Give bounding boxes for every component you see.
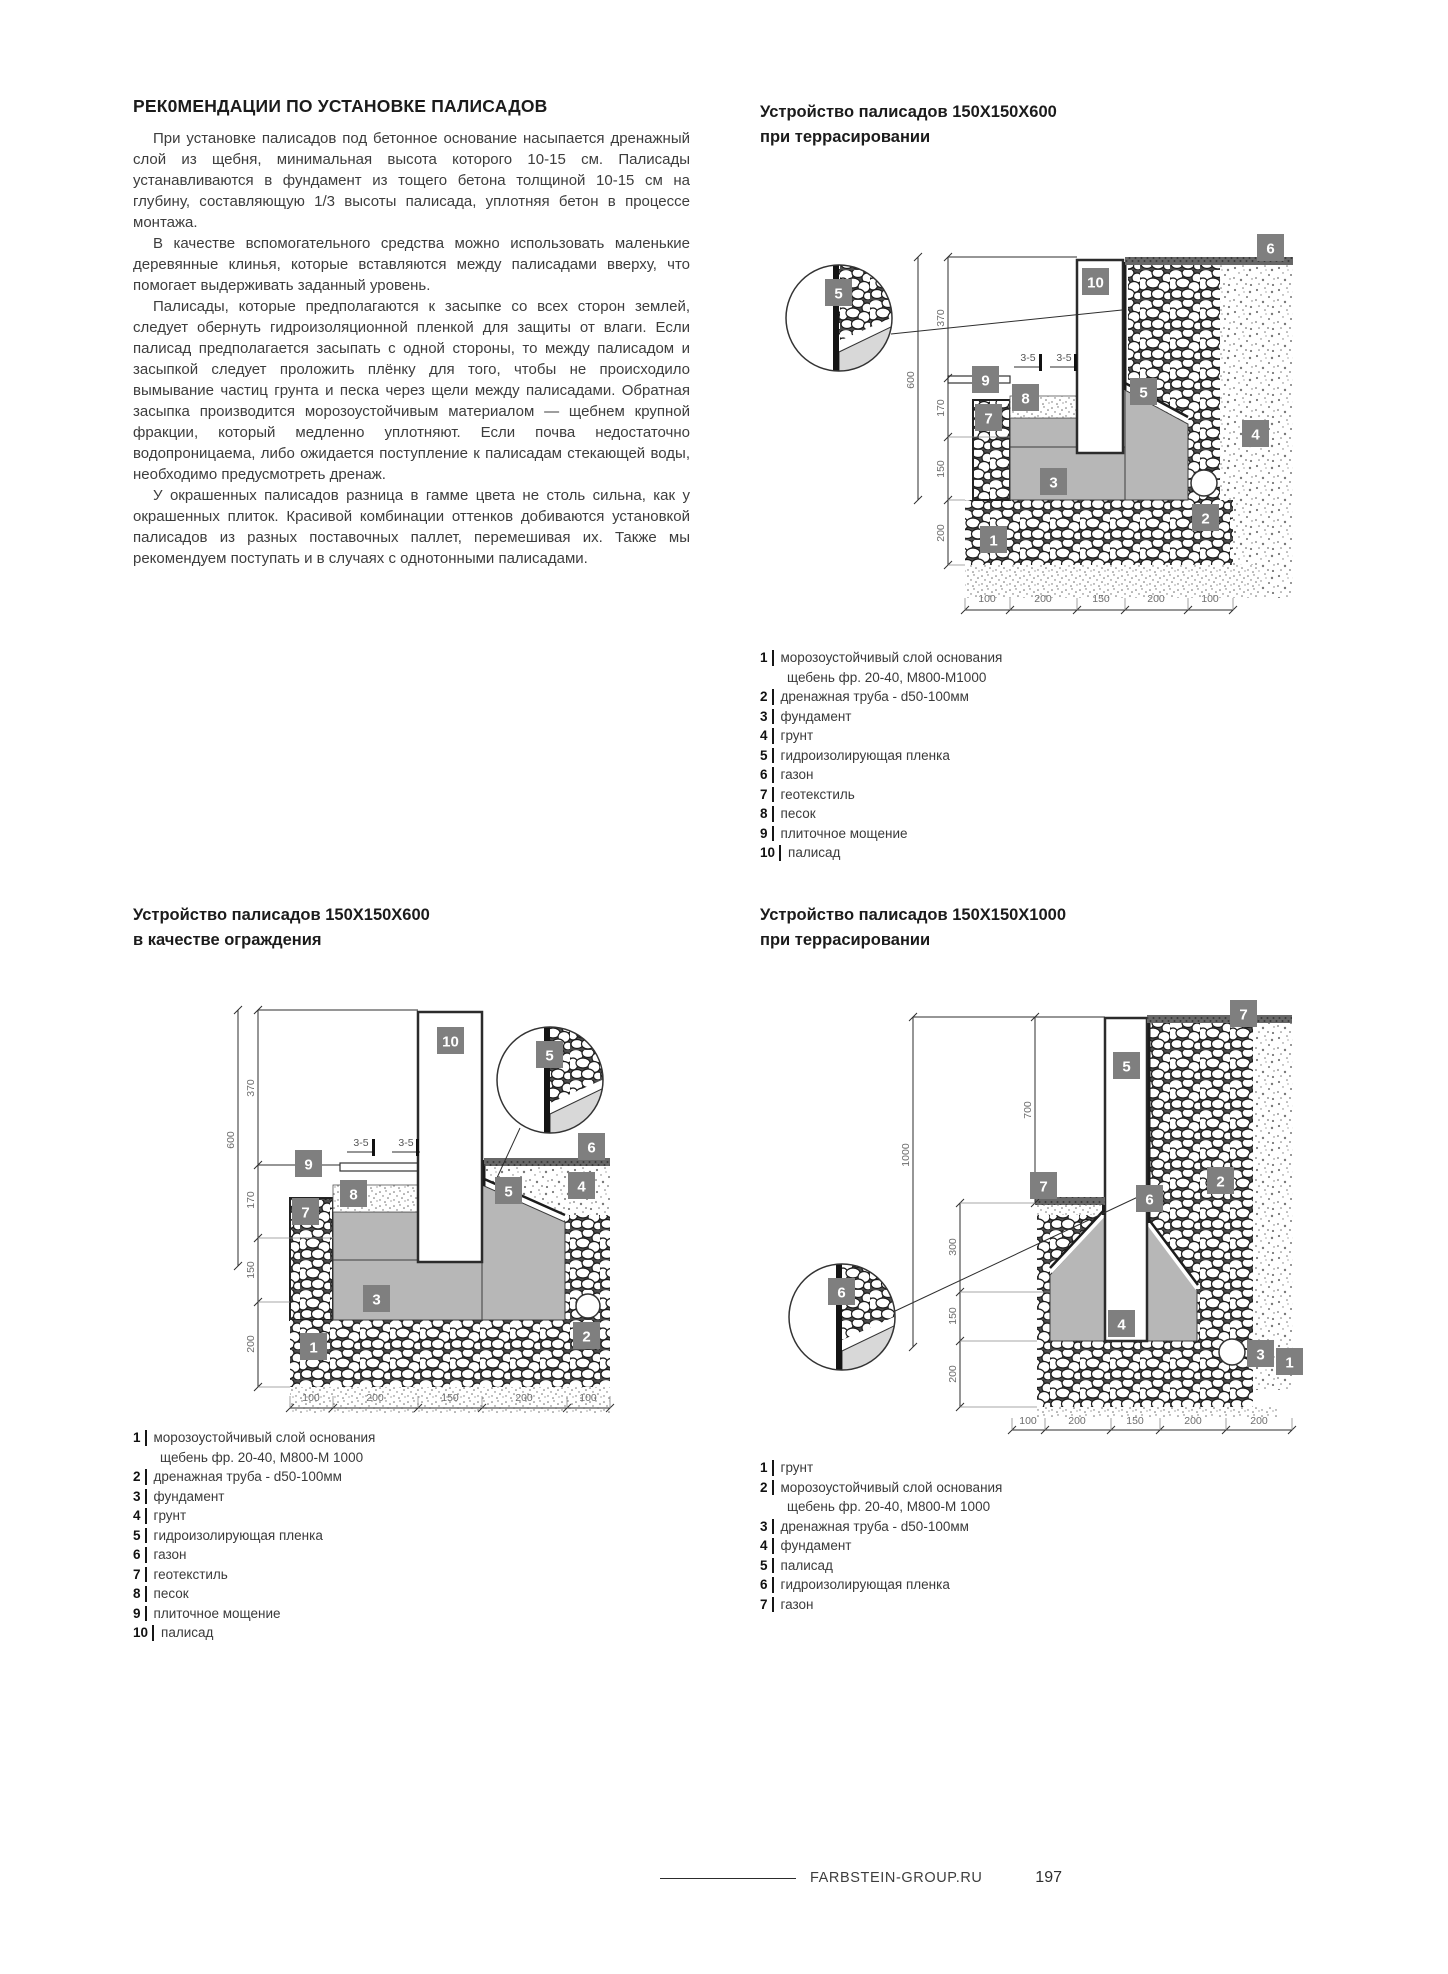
page-number: 197 [1035,1869,1062,1886]
legend-item: 7 газон [760,1596,814,1612]
dimension-label: 370 [245,1079,257,1097]
gap-marks [1014,352,1078,371]
callout-badge-7 [975,404,1002,431]
dimension-label: 100 [302,1392,320,1404]
figure3-legend [760,1458,1190,1614]
svg-text:6: 6 [587,1139,596,1157]
dimension-label: 370 [935,309,947,327]
legend-item: 2 дренажная труба - d50-100мм [133,1469,342,1484]
svg-text:4: 4 [1117,1316,1126,1334]
article-paragraph: У окрашенных палисадов разница в гамме цвета не столь сильна, как у окрашенных плиток. Красивой комбинации оттенков добиваются установкой палисадов из разных поставочных паллет, перемешивая их. Также мы рекомендуем поступать и в случаях с однотонными палисадами. [133,487,690,567]
callout-badge-5 [495,1177,522,1204]
legend-item: 10 палисад [133,1625,214,1640]
dimension-label: 150 [1092,593,1110,605]
legend-item: 5 гидроизолирующая пленка [133,1527,323,1543]
dimension-label: 150 [935,460,947,478]
svg-text:3: 3 [372,1291,381,1309]
callout-badge-9 [972,366,999,393]
figure3-title: Устройство палисадов 150X150X1000 при террасировании [760,906,1067,949]
dimension-label: 200 [947,1365,959,1383]
dimension-label: 100 [579,1392,597,1404]
dimension-label: 200 [1184,1415,1202,1427]
svg-text:3: 3 [1256,1346,1265,1364]
article-paragraph: В качестве вспомогательного средства можно использовать маленькие деревянные клинья, которые вставляются между палисадами вверху, что помогает выдерживать заданный уровень. [133,235,690,294]
foundation-step [1010,418,1077,447]
legend-item: 1 морозоустойчивый слой основания [133,1430,376,1445]
callout-badge-1 [300,1333,327,1360]
callout-badge-8 [340,1180,367,1207]
legend-item: 6 гидроизолирующая пленка [760,1577,950,1592]
dimension-label: 200 [1147,593,1165,605]
article-paragraph: Палисады, которые предполагаются к засыпке со всех сторон землей, следует обернуть гидроизоляционной пленкой для защиты от влаги. Если палисад предполагается засыпать с одной стороны, то между палисадом и засыпкой следует проложить плёнку для того, чтобы не происходило вымывание частиц грунта и песка через щели между палисадами. Обратная засыпка производится морозоустойчивым материалом — щебнем крупной фракции, который медленно уплотняют. Если почва недостаточно водопроницаема, либо ожидается поступление к палисадам стекающей воды, необходимо предусмотреть дренаж. [133,298,690,483]
legend-item: 3 дренажная труба - d50-100мм [760,1518,969,1534]
svg-text:4: 4 [1251,426,1260,444]
legend-item: 1 морозоустойчивый слой основания [760,650,1003,665]
legend-item: 9 плиточное мощение [133,1605,281,1621]
dimension-label: 170 [935,399,947,417]
dimension-label: 100 [1019,1415,1037,1427]
dimension-label: 200 [1034,593,1052,605]
gap-label: 3-5 [1056,352,1072,364]
article-title: РЕК0МЕНДАЦИИ ПО УСТАНОВКЕ ПАЛИСАДОВ [133,96,548,116]
figure2-diagram [215,990,635,1430]
callout-badge-6 [1257,234,1284,261]
dimension-label: 300 [947,1238,959,1256]
legend-item: 2 дренажная труба - d50-100мм [760,689,969,704]
callout-badge-7 [292,1198,319,1225]
callout-badge-2 [573,1322,600,1349]
svg-text:3: 3 [1049,474,1058,492]
dimension-label: 150 [1126,1415,1144,1427]
dimension-label: 600 [225,1131,237,1149]
callout-badge-7-top [1230,1000,1257,1027]
foundation-block [333,1260,482,1320]
dimension-label: 200 [515,1392,533,1404]
svg-text:5: 5 [504,1183,513,1201]
dimension-label: 1000 [900,1143,912,1167]
svg-text:5: 5 [545,1047,554,1065]
svg-text:7: 7 [1239,1006,1248,1024]
dimension-label: 150 [245,1261,257,1279]
page-footer [660,1869,1062,1887]
legend-item: 3 фундамент [133,1488,225,1504]
figure2-title: Устройство палисадов 150X150X600 в качестве ограждения [133,906,430,949]
callout-badge-3 [363,1285,390,1312]
callout-badge-5 [1130,378,1157,405]
footer-rule [660,1878,796,1879]
svg-text:1: 1 [1285,1354,1294,1372]
dimension-label: 170 [245,1191,257,1209]
dimension-label: 200 [1068,1415,1086,1427]
svg-text:2: 2 [1216,1173,1225,1191]
legend-item: 7 геотекстиль [133,1566,228,1582]
callout-badge-2 [1192,504,1219,531]
foundation-step [333,1212,418,1260]
dimension-label: 200 [366,1392,384,1404]
svg-text:1: 1 [309,1339,318,1357]
callout-badge-3 [1040,468,1067,495]
legend-item: 4 фундамент [760,1538,852,1553]
legend-item: 1 грунт [760,1460,814,1475]
legend-item: 9 плиточное мощение [760,825,908,841]
legend-item-line2: щебень фр. 20-40, М800-М 1000 [160,1449,364,1465]
legend-item: 10 палисад [760,845,841,860]
legend-item: 5 палисад [760,1557,833,1573]
svg-text:6: 6 [1145,1191,1154,1209]
svg-text:1: 1 [989,532,998,550]
dimension-label: 200 [1250,1415,1268,1427]
dimension-label: 600 [905,371,917,389]
svg-text:8: 8 [349,1186,358,1204]
drain-pipe-shape [1219,1339,1245,1365]
base-gravel-band [290,1320,610,1387]
callout-badge-10 [437,1027,464,1054]
legend-item: 5 гидроизолирующая пленка [760,747,950,763]
article-paragraph: При установке палисадов под бетонное основание насыпается дренажный слой из щебня, минимальная высота которого 10-15 см. Палисады устанавливаются в фундамент из тощего бетона толщиной 10-15 см на глубину, составляющую 1/3 высоты палисада, уплотняя бетон в процессе монтажа. [133,130,690,231]
legend-item: 4 грунт [760,728,814,743]
svg-text:7: 7 [984,410,993,428]
callout-badge-4 [568,1172,595,1199]
callout-badge-2 [1207,1167,1234,1194]
legend-item: 3 фундамент [760,708,852,724]
dimension-label: 200 [245,1335,257,1353]
svg-text:4: 4 [577,1178,586,1196]
svg-text:8: 8 [1021,390,1030,408]
callout-badge-10 [1082,268,1109,295]
callout-badge-6 [578,1133,605,1160]
legend-item: 7 геотекстиль [760,786,855,802]
dimension-label: 200 [935,524,947,542]
legend-item: 4 грунт [133,1508,187,1523]
figure1-diagram [780,190,1310,620]
svg-text:9: 9 [981,372,990,390]
paving-slab [340,1163,418,1171]
callout-badge-5 [1113,1052,1140,1079]
callout-badge-4 [1242,420,1269,447]
legend-item: 8 песок [133,1586,189,1601]
callout-badge-3 [1247,1340,1274,1367]
legend-item: 8 песок [760,806,816,821]
svg-text:6: 6 [837,1284,846,1302]
gap-label: 3-5 [353,1137,369,1149]
legend-item: 6 газон [133,1547,187,1562]
figure3-diagram [780,985,1310,1435]
figure2-legend [133,1428,563,1643]
gap-marks [347,1137,420,1156]
callout-badge-9 [295,1150,322,1177]
svg-text:2: 2 [582,1328,591,1346]
figure1-title: Устройство палисадов 150X150X600 при террасировании [760,103,1057,146]
svg-text:2: 2 [1201,510,1210,528]
footer-site-url: FARBSTEIN-GROUP.RU [810,1870,983,1886]
svg-text:10: 10 [442,1033,459,1051]
dimension-label: 100 [978,593,996,605]
svg-text:6: 6 [1266,240,1275,258]
svg-text:5: 5 [834,285,843,303]
soil-region [1253,1022,1293,1390]
legend-item-line2: щебень фр. 20-40, М800-М1000 [787,669,987,685]
callout-badge-7-left [1030,1172,1057,1199]
drain-pipe-shape [1191,470,1217,496]
lawn-strip-top [1147,1015,1292,1023]
dimension-label: 150 [441,1392,459,1404]
sand-under-lawn [1037,1205,1105,1215]
callout-badge-8 [1012,384,1039,411]
drain-pipe-shape [576,1294,600,1318]
gap-label: 3-5 [398,1137,414,1149]
svg-text:5: 5 [1139,384,1148,402]
callout-badge-1 [1276,1348,1303,1375]
legend-item: 2 морозоустойчивый слой основания [760,1479,1003,1495]
svg-text:5: 5 [1122,1058,1131,1076]
legend-item: 6 газон [760,767,814,782]
dimension-label: 100 [1201,593,1219,605]
callout-badge-5-detail [825,279,852,306]
dimension-label: 700 [1022,1101,1034,1119]
svg-text:7: 7 [1039,1178,1048,1196]
callout-badge-6-detail [828,1278,855,1305]
callout-badge-4 [1108,1310,1135,1337]
svg-text:7: 7 [301,1204,310,1222]
callout-badge-6 [1136,1185,1163,1212]
gap-label: 3-5 [1020,352,1036,364]
callout-badge-1 [980,526,1007,553]
svg-text:9: 9 [304,1156,313,1174]
callout-badge-5-detail [536,1041,563,1068]
figure1-legend [760,648,1190,863]
dimension-label: 150 [947,1307,959,1325]
article-column [133,96,690,569]
svg-text:10: 10 [1087,274,1104,292]
legend-item-line2: щебень фр. 20-40, М800-М 1000 [787,1499,991,1514]
